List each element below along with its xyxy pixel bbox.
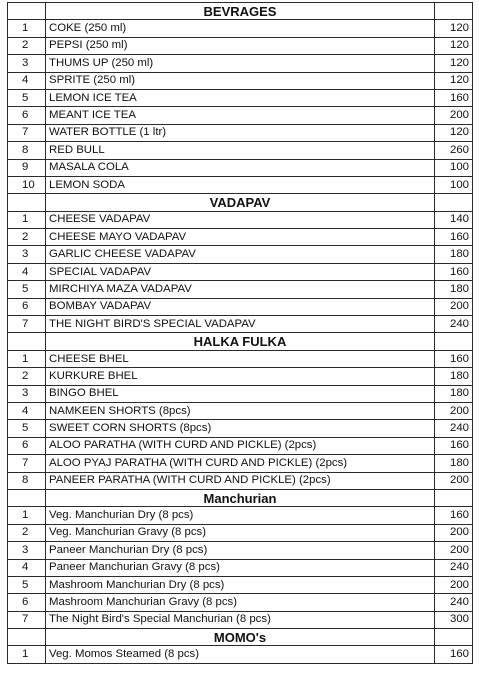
menu-item-row	[8, 142, 473, 159]
item-price: 160	[435, 263, 473, 280]
item-name: Mashroom Manchurian Dry (8 pcs)	[46, 576, 435, 593]
section-header-price-blank	[435, 3, 473, 20]
item-name: CHEESE MAYO VADAPAV	[46, 229, 435, 246]
menu-item-row	[8, 20, 473, 37]
item-number: 2	[8, 524, 46, 541]
item-name: BINGO BHEL	[46, 385, 435, 402]
item-name: Veg. Momos Steamed (8 pcs)	[46, 646, 435, 663]
item-name: COKE (250 ml)	[46, 20, 435, 37]
item-name: CHEESE BHEL	[46, 350, 435, 367]
section-title: BEVRAGES	[46, 3, 435, 20]
item-price: 240	[435, 559, 473, 576]
item-name: ALOO PARATHA (WITH CURD AND PICKLE) (2pcs)	[46, 437, 435, 454]
menu-item-row	[8, 455, 473, 472]
item-price: 160	[435, 646, 473, 663]
item-price: 200	[435, 542, 473, 559]
section-header-row	[8, 333, 473, 350]
menu-item-row	[8, 559, 473, 576]
menu-item-row	[8, 211, 473, 228]
item-name: PANEER PARATHA (WITH CURD AND PICKLE) (2pcs)	[46, 472, 435, 489]
item-price: 180	[435, 385, 473, 402]
item-price: 120	[435, 72, 473, 89]
menu-item-row	[8, 176, 473, 193]
item-price: 180	[435, 455, 473, 472]
item-name: Paneer Manchurian Dry (8 pcs)	[46, 542, 435, 559]
item-price: 200	[435, 472, 473, 489]
item-number: 7	[8, 316, 46, 333]
item-number: 3	[8, 385, 46, 402]
item-price: 200	[435, 402, 473, 419]
item-price: 180	[435, 246, 473, 263]
item-price: 160	[435, 350, 473, 367]
item-number: 5	[8, 281, 46, 298]
menu-item-row	[8, 37, 473, 54]
item-name: CHEESE VADAPAV	[46, 211, 435, 228]
section-header-blank	[8, 194, 46, 211]
section-header-row	[8, 194, 473, 211]
item-price: 240	[435, 420, 473, 437]
menu-item-row	[8, 542, 473, 559]
item-price: 300	[435, 611, 473, 628]
item-name: KURKURE BHEL	[46, 368, 435, 385]
section-title: MOMO's	[46, 629, 435, 646]
menu-item-row	[8, 229, 473, 246]
item-name: MASALA COLA	[46, 159, 435, 176]
item-price: 240	[435, 316, 473, 333]
item-name: THUMS UP (250 ml)	[46, 55, 435, 72]
menu-item-row	[8, 159, 473, 176]
menu-item-row	[8, 594, 473, 611]
section-title: HALKA FULKA	[46, 333, 435, 350]
item-number: 1	[8, 350, 46, 367]
item-number: 3	[8, 246, 46, 263]
item-price: 160	[435, 89, 473, 106]
item-number: 6	[8, 298, 46, 315]
item-number: 3	[8, 542, 46, 559]
section-header-blank	[8, 3, 46, 20]
item-number: 4	[8, 402, 46, 419]
item-price: 200	[435, 524, 473, 541]
menu-item-row	[8, 124, 473, 141]
menu-body	[8, 3, 473, 664]
item-price: 200	[435, 576, 473, 593]
item-number: 2	[8, 368, 46, 385]
menu-item-row	[8, 316, 473, 333]
section-header-row	[8, 3, 473, 20]
item-number: 2	[8, 37, 46, 54]
menu-item-row	[8, 576, 473, 593]
item-name: ALOO PYAJ PARATHA (WITH CURD AND PICKLE) (2pcs)	[46, 455, 435, 472]
item-number: 7	[8, 455, 46, 472]
menu-item-row	[8, 646, 473, 663]
menu-item-row	[8, 437, 473, 454]
item-name: BOMBAY VADAPAV	[46, 298, 435, 315]
section-header-price-blank	[435, 489, 473, 506]
item-number: 8	[8, 472, 46, 489]
item-price: 180	[435, 281, 473, 298]
section-header-price-blank	[435, 629, 473, 646]
section-header-blank	[8, 489, 46, 506]
item-price: 100	[435, 159, 473, 176]
item-price: 160	[435, 437, 473, 454]
item-name: GARLIC CHEESE VADAPAV	[46, 246, 435, 263]
item-name: NAMKEEN SHORTS (8pcs)	[46, 402, 435, 419]
item-number: 4	[8, 72, 46, 89]
item-number: 8	[8, 142, 46, 159]
item-name: Veg. Manchurian Gravy (8 pcs)	[46, 524, 435, 541]
item-name: Paneer Manchurian Gravy (8 pcs)	[46, 559, 435, 576]
item-name: SPECIAL VADAPAV	[46, 263, 435, 280]
item-number: 6	[8, 437, 46, 454]
item-number: 1	[8, 20, 46, 37]
section-header-blank	[8, 333, 46, 350]
item-name: THE NIGHT BIRD'S SPECIAL VADAPAV	[46, 316, 435, 333]
item-price: 180	[435, 368, 473, 385]
item-name: PEPSI (250 ml)	[46, 37, 435, 54]
item-name: The Night Bird's Special Manchurian (8 pcs)	[46, 611, 435, 628]
item-number: 5	[8, 420, 46, 437]
item-price: 120	[435, 124, 473, 141]
item-number: 4	[8, 559, 46, 576]
item-number: 7	[8, 611, 46, 628]
section-title: Manchurian	[46, 489, 435, 506]
item-price: 160	[435, 229, 473, 246]
menu-item-row	[8, 385, 473, 402]
item-price: 140	[435, 211, 473, 228]
item-number: 1	[8, 646, 46, 663]
item-number: 9	[8, 159, 46, 176]
item-number: 4	[8, 263, 46, 280]
item-price: 160	[435, 507, 473, 524]
item-name: WATER BOTTLE (1 ltr)	[46, 124, 435, 141]
section-header-row	[8, 629, 473, 646]
menu-table	[7, 2, 473, 664]
item-price: 120	[435, 37, 473, 54]
item-name: LEMON ICE TEA	[46, 89, 435, 106]
item-name: LEMON SODA	[46, 176, 435, 193]
menu-item-row	[8, 420, 473, 437]
item-name: Veg. Manchurian Dry (8 pcs)	[46, 507, 435, 524]
section-title: VADAPAV	[46, 194, 435, 211]
item-number: 7	[8, 124, 46, 141]
item-number: 2	[8, 229, 46, 246]
item-number: 5	[8, 576, 46, 593]
item-name: MIRCHIYA MAZA VADAPAV	[46, 281, 435, 298]
item-price: 240	[435, 594, 473, 611]
item-number: 1	[8, 507, 46, 524]
item-price: 120	[435, 55, 473, 72]
item-name: RED BULL	[46, 142, 435, 159]
menu-item-row	[8, 72, 473, 89]
item-name: Mashroom Manchurian Gravy (8 pcs)	[46, 594, 435, 611]
item-number: 3	[8, 55, 46, 72]
item-name: MEANT ICE TEA	[46, 107, 435, 124]
menu-item-row	[8, 281, 473, 298]
item-price: 200	[435, 107, 473, 124]
menu-item-row	[8, 472, 473, 489]
section-header-row	[8, 489, 473, 506]
menu-item-row	[8, 402, 473, 419]
menu-item-row	[8, 55, 473, 72]
menu-item-row	[8, 507, 473, 524]
item-number: 10	[8, 176, 46, 193]
menu-item-row	[8, 298, 473, 315]
section-header-price-blank	[435, 194, 473, 211]
item-price: 120	[435, 20, 473, 37]
item-price: 260	[435, 142, 473, 159]
menu-item-row	[8, 246, 473, 263]
menu-item-row	[8, 611, 473, 628]
item-name: SWEET CORN SHORTS (8pcs)	[46, 420, 435, 437]
item-price: 100	[435, 176, 473, 193]
section-header-price-blank	[435, 333, 473, 350]
item-price: 200	[435, 298, 473, 315]
item-number: 6	[8, 107, 46, 124]
menu-item-row	[8, 263, 473, 280]
menu-item-row	[8, 89, 473, 106]
menu-item-row	[8, 350, 473, 367]
section-header-blank	[8, 629, 46, 646]
item-number: 5	[8, 89, 46, 106]
item-name: SPRITE (250 ml)	[46, 72, 435, 89]
menu-item-row	[8, 524, 473, 541]
menu-item-row	[8, 368, 473, 385]
menu-item-row	[8, 107, 473, 124]
item-number: 6	[8, 594, 46, 611]
item-number: 1	[8, 211, 46, 228]
